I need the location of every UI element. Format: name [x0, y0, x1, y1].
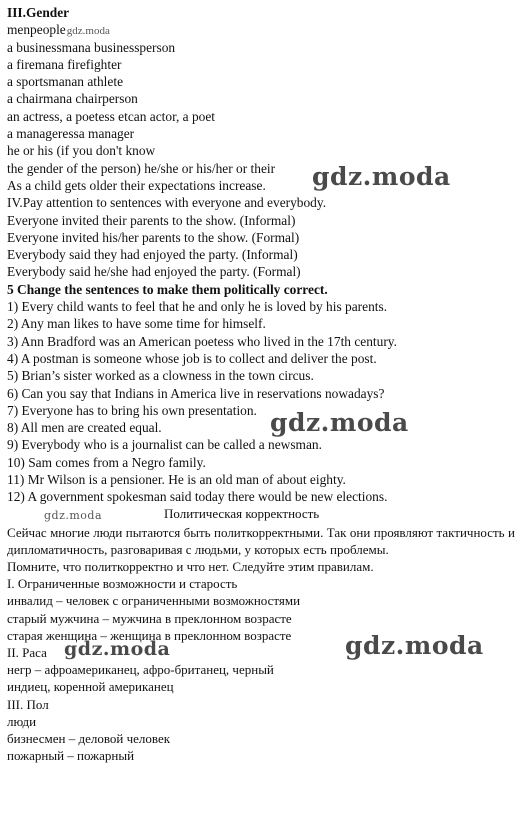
exercise-item: 9) Everybody who is a journalist can be called a newsman.: [7, 437, 322, 453]
exercise-item: 1) Every child wants to feel that he and only he is loved by his parents.: [7, 299, 388, 315]
russian-part1-line: инвалид – человек с ограниченными возможностями: [7, 593, 301, 609]
russian-title-row: [7, 506, 515, 524]
gender-line: a manageressa manager: [7, 126, 135, 142]
everyone-line: Everyone invited their parents to the show. (Informal): [7, 212, 296, 228]
exercise-item: 12) A government spokesman said today there would be new elections.: [7, 489, 388, 505]
watermark-inline: gdz.moda: [66, 25, 110, 38]
gender-line: the gender of the person) he/she or his/her or their: [7, 160, 276, 176]
exercise-item: 3) Ann Bradford was an American poetess who lived in the 17th century.: [7, 333, 397, 349]
exercise-heading: 5 Change the sentences to make them politically correct.: [7, 281, 328, 297]
russian-part3-heading: III. Пол: [7, 696, 49, 712]
everyone-line: Everybody said they had enjoyed the party. (Informal): [7, 247, 298, 263]
exercise-item: 11) Mr Wilson is a pensioner. He is an old man of about eighty.: [7, 472, 346, 488]
gender-line-menpeople: [7, 21, 515, 38]
everyone-heading: IV.Pay attention to sentences with everyone and everybody.: [7, 195, 327, 211]
exercise-item: 6) Can you say that Indians in America live in reservations nowadays?: [7, 385, 385, 401]
russian-rule-line: Помните, что политкорректно и что нет. Следуйте этим правилам.: [7, 559, 374, 575]
russian-part3-line: люди: [7, 713, 37, 729]
exercise-item: 10) Sam comes from a Negro family.: [7, 454, 206, 470]
watermark-big: gdz.moda: [345, 631, 484, 660]
watermark-big: gdz.moda: [312, 162, 451, 191]
gender-line: a firemana firefighter: [7, 56, 122, 72]
russian-part1-line: старый мужчина – мужчина в преклонном возрасте: [7, 610, 292, 626]
russian-intro: Сейчас многие люди пытаются быть политкорректными. Так они проявляют тактичность и дипломатичность, разговаривая с людьми, у которых есть проблемы.: [7, 524, 515, 557]
watermark-medium: gdz.moda: [64, 637, 171, 660]
russian-part3-line: пожарный – пожарный: [7, 748, 135, 764]
russian-part3-line: бизнесмен – деловой человек: [7, 730, 171, 746]
exercise-item: 4) A postman is someone whose job is to collect and deliver the post.: [7, 350, 377, 366]
gender-line: a businessmana businessperson: [7, 39, 176, 55]
everyone-line: Everyone invited his/her parents to the show. (Formal): [7, 229, 300, 245]
russian-part1-heading: I. Ограниченные возможности и старость: [7, 576, 238, 592]
russian-part2-line: негр – афроамериканец, афро-британец, черный: [7, 662, 274, 678]
watermark-small: gdz.moda: [44, 508, 103, 522]
gender-line-text: menpeople: [7, 22, 66, 38]
gender-line: a sportsmanan athlete: [7, 74, 124, 90]
exercise-item: 7) Everyone has to bring his own presentation.: [7, 402, 257, 418]
gender-line: he or his (if you don't know: [7, 143, 156, 159]
gender-line: an actress, a poetess etcan actor, a poet: [7, 108, 216, 124]
russian-part2-heading: II. Раса: [7, 644, 47, 660]
gender-line: As a child gets older their expectations increase.: [7, 177, 266, 193]
russian-part1-line: старая женщина – женщина в преклонном возрасте: [7, 627, 292, 643]
exercise-item: 2) Any man likes to have some time for himself.: [7, 316, 266, 332]
exercise-item: 8) All men are created equal.: [7, 420, 162, 436]
everyone-line: Everybody said he/she had enjoyed the party. (Formal): [7, 264, 301, 280]
exercise-item: 5) Brian’s sister worked as a clowness in the town circus.: [7, 368, 314, 384]
russian-part2-line: индиец, коренной американец: [7, 679, 174, 695]
gender-heading: III.Gender: [7, 5, 70, 20]
gender-line: a chairmana chairperson: [7, 91, 138, 107]
watermark-big: gdz.moda: [270, 408, 409, 437]
russian-title: Политическая корректность: [164, 505, 320, 521]
